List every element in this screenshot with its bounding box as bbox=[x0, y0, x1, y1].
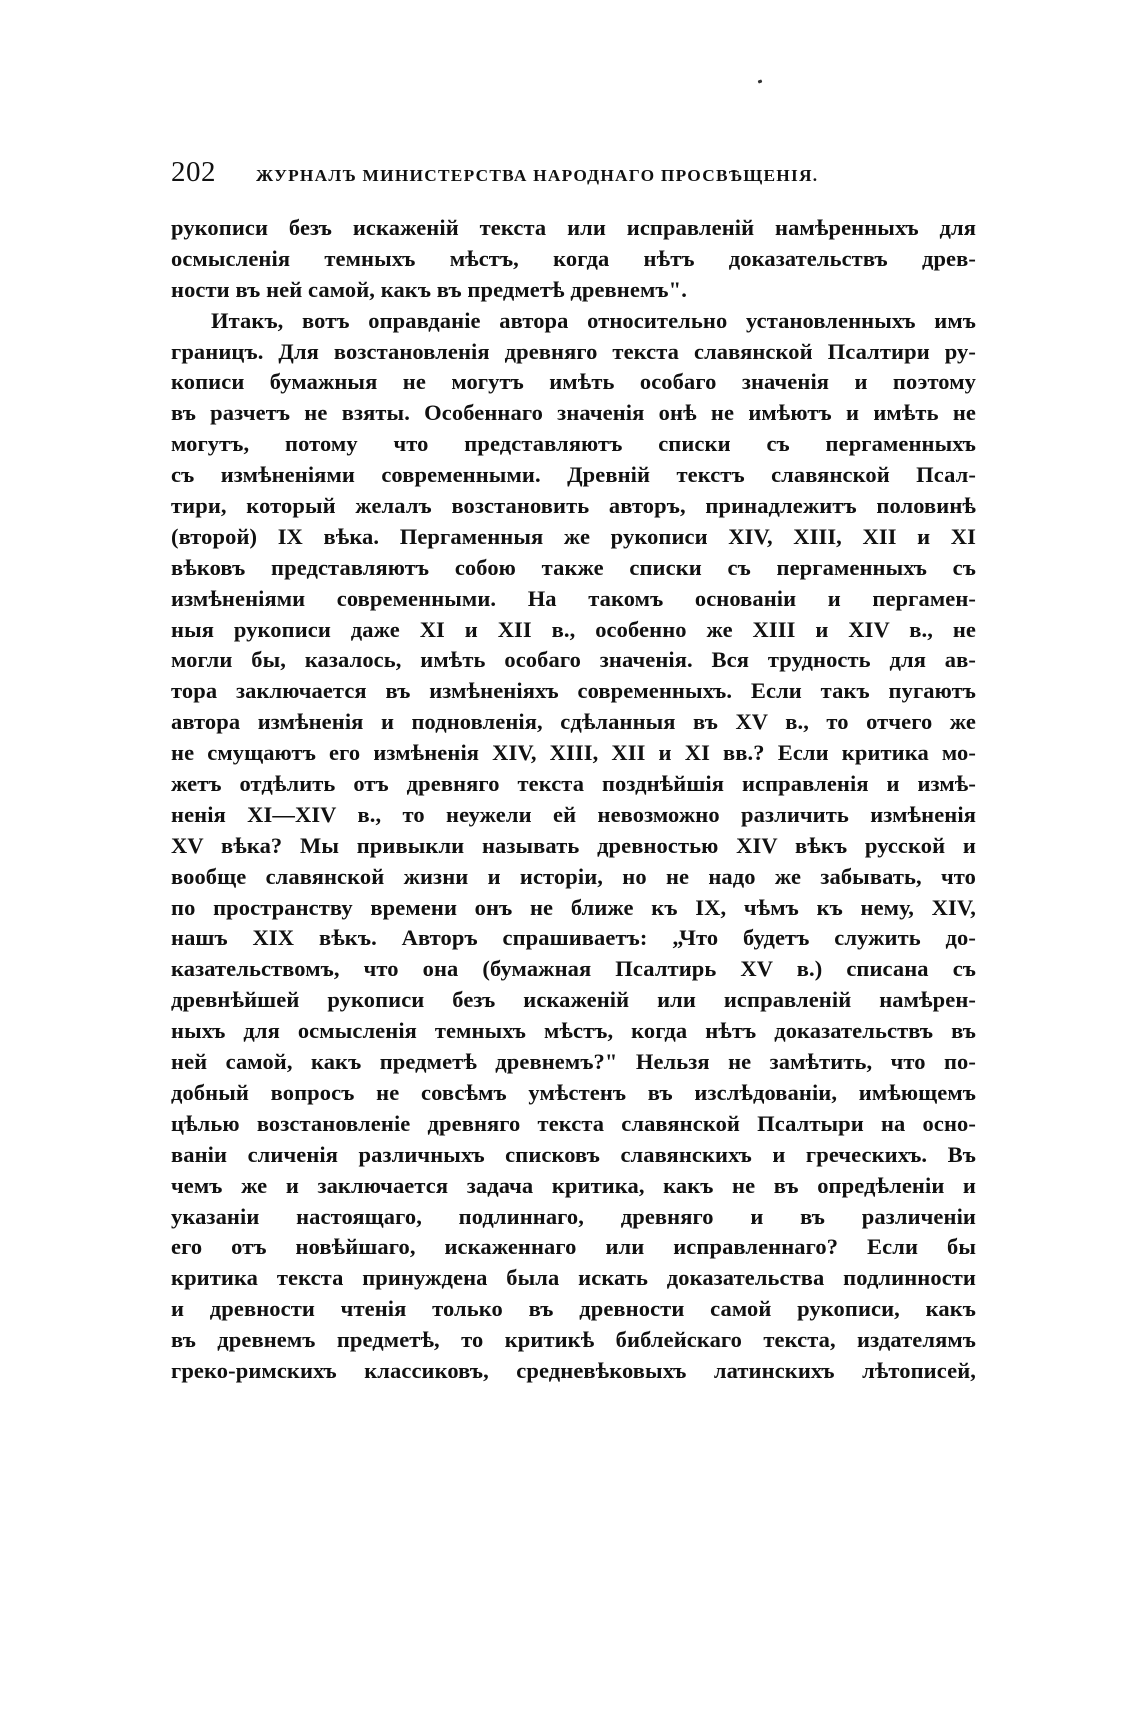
text-line: измѣненіями современными. На такомъ основаніи и пергамен- bbox=[171, 585, 976, 611]
text-line: его отъ новѣйшаго, искаженнаго или исправленнаго? Если бы bbox=[171, 1234, 976, 1260]
running-head bbox=[171, 156, 971, 192]
text-line: не смущаютъ его измѣненія XIV, XIII, XII и XI вв.? Если критика мо- bbox=[171, 740, 976, 766]
text-line: по пространству времени онъ не ближе къ IX, чѣмъ къ нему, XIV, bbox=[171, 894, 976, 920]
text-line: ности въ ней самой, какъ въ предметѣ древнемъ". bbox=[171, 276, 687, 302]
text-line: тири, который желалъ возстановить авторъ, принадлежитъ половинѣ bbox=[171, 493, 976, 519]
paragraph-first-line: Итакъ, вотъ оправданіе автора относительно установленныхъ имъ bbox=[211, 307, 976, 333]
text-line: ваніи сличенія различныхъ списковъ славянскихъ и греческихъ. Въ bbox=[171, 1141, 976, 1167]
text-line: вообще славянской жизни и исторіи, но не надо же забывать, что bbox=[171, 863, 976, 889]
text-line: греко-римскихъ классиковъ, средневѣковыхъ латинскихъ лѣтописей, bbox=[171, 1357, 976, 1383]
text-line: цѣлью возстановленіе древняго текста славянской Псалтыри на осно- bbox=[171, 1110, 976, 1136]
journal-title: ЖУРНАЛЪ МИНИСТЕРСТВА НАРОДНАГО ПРОСВѢЩЕНІЯ. bbox=[256, 166, 819, 185]
text-line: ныхъ для осмысленія темныхъ мѣстъ, когда нѣтъ доказательствъ въ bbox=[171, 1018, 976, 1044]
text-line: ненія XI—XIV в., то неужели ей невозможно различить измѣненія bbox=[171, 801, 976, 827]
text-line: въ древнемъ предметѣ, то критикѣ библейскаго текста, издателямъ bbox=[171, 1327, 976, 1353]
body-text bbox=[171, 213, 976, 1387]
text-line: могли бы, казалось, имѣть особаго значенія. Вся трудность для ав- bbox=[171, 647, 976, 673]
text-line: автора измѣненія и подновленія, сдѣланныя въ XV в., то отчего же bbox=[171, 709, 976, 735]
text-line: осмысленія темныхъ мѣстъ, когда нѣтъ доказательствъ древ- bbox=[171, 245, 976, 271]
text-line: XV вѣка? Мы привыкли называть древностью XIV вѣкъ русской и bbox=[171, 832, 976, 858]
text-line: чемъ же и заключается задача критика, какъ не въ опредѣленіи и bbox=[171, 1172, 976, 1198]
text-line: кописи бумажныя не могутъ имѣть особаго значенія и поэтому bbox=[171, 369, 976, 395]
text-line: нашъ XIX вѣкъ. Авторъ спрашиваетъ: „Что будетъ служить до- bbox=[171, 925, 976, 951]
text-line: вѣковъ представляютъ собою также списки съ пергаменныхъ съ bbox=[171, 554, 976, 580]
text-line: жетъ отдѣлить отъ древняго текста позднѣйшія исправленія и измѣ- bbox=[171, 771, 976, 797]
text-line: (второй) IX вѣка. Пергаменныя же рукописи XIV, XIII, XII и XI bbox=[171, 523, 976, 549]
text-line: тора заключается въ измѣненіяхъ современныхъ. Если такъ пугаютъ bbox=[171, 678, 976, 704]
text-line: и древности чтенія только въ древности самой рукописи, какъ bbox=[171, 1296, 976, 1322]
text-line: критика текста принуждена была искать доказательства подлинности bbox=[171, 1265, 976, 1291]
text-line: съ измѣненіями современными. Древній текстъ славянской Псал- bbox=[171, 462, 976, 488]
text-line: древнѣйшей рукописи безъ искаженій или исправленій намѣрен- bbox=[171, 987, 976, 1013]
text-line: рукописи безъ искаженій текста или исправленій намѣренныхъ для bbox=[171, 215, 976, 240]
text-line: добный вопросъ не совсѣмъ умѣстенъ въ изслѣдованіи, имѣющемъ bbox=[171, 1079, 976, 1105]
text-line: ныя рукописи даже XI и XII в., особенно же XIII и XIV в., не bbox=[171, 616, 976, 642]
text-line: въ разчетъ не взяты. Особеннаго значенія онѣ не имѣютъ и имѣть не bbox=[171, 400, 976, 426]
text-line: могутъ, потому что представляютъ списки съ пергаменныхъ bbox=[171, 431, 976, 457]
ink-speck bbox=[758, 79, 763, 83]
text-line: границъ. Для возстановленія древняго текста славянской Псалтири ру- bbox=[171, 338, 976, 364]
page-number: 202 bbox=[171, 156, 216, 188]
text-line: указаніи настоящаго, подлиннаго, древняго и въ различеніи bbox=[171, 1203, 976, 1229]
text-line: казательствомъ, что она (бумажная Псалтирь XV в.) списана съ bbox=[171, 956, 976, 982]
text-line: ней самой, какъ предметѣ древнемъ?" Нельзя не замѣтить, что по- bbox=[171, 1049, 976, 1075]
